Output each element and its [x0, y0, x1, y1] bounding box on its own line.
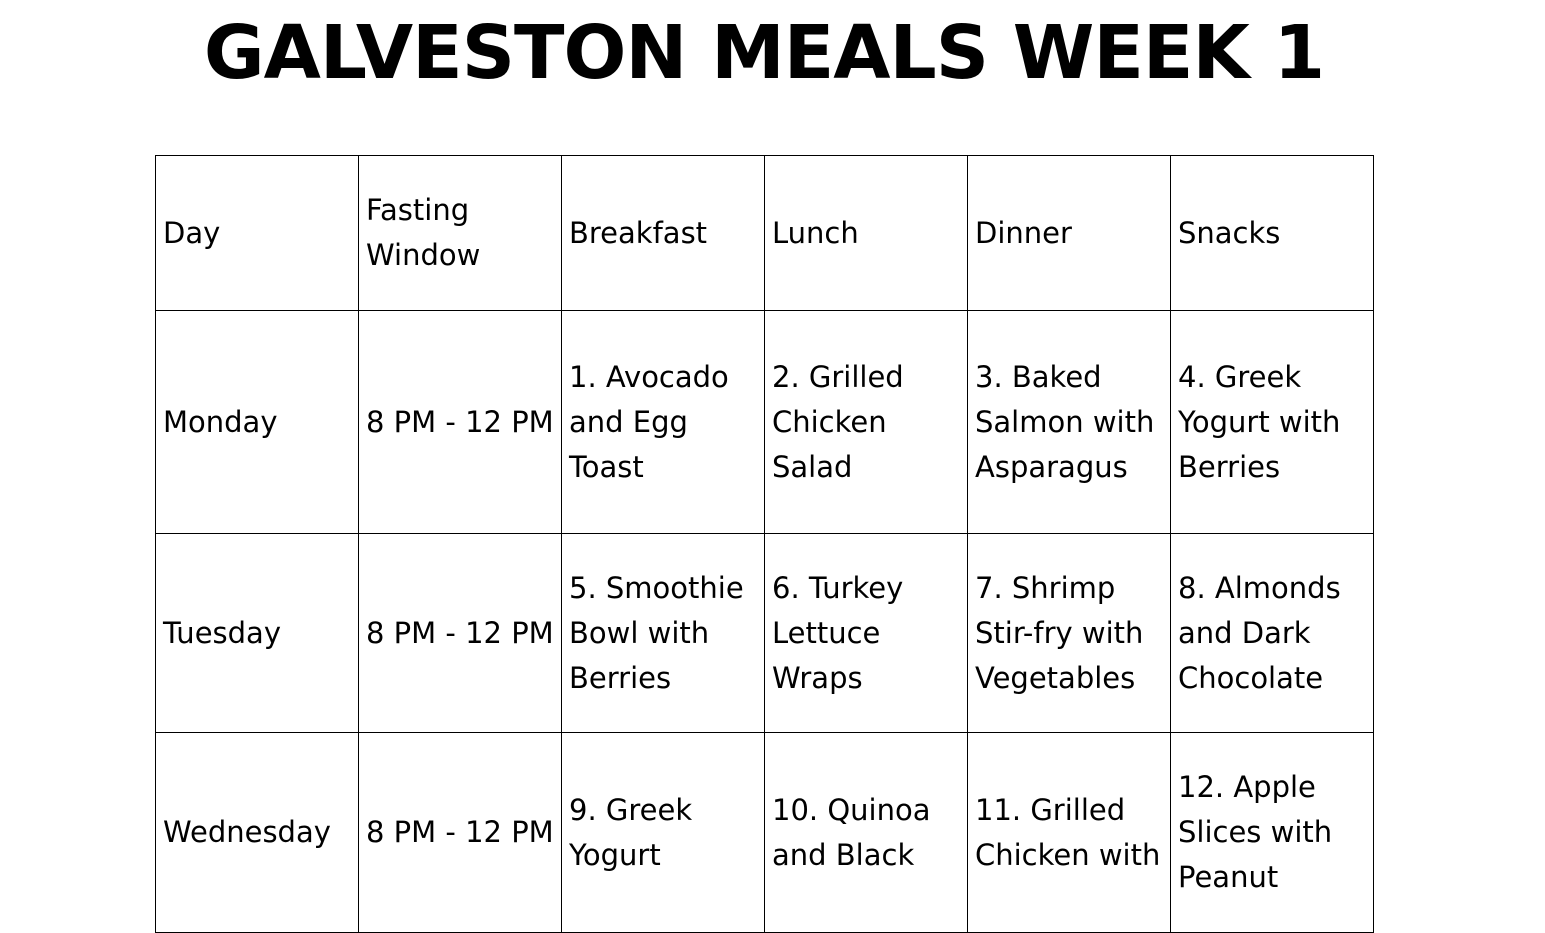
cell-text: 10. Quinoa and Black — [772, 792, 931, 872]
header-label: Snacks — [1178, 215, 1281, 250]
table-cell-day — [156, 311, 359, 534]
table-header-row — [156, 156, 1374, 311]
cell-text: 12. Apple Slices with Peanut — [1178, 770, 1333, 894]
header-cell-day — [156, 156, 359, 311]
header-cell-snacks — [1171, 156, 1374, 311]
cell-text: 9. Greek Yogurt — [569, 792, 693, 872]
header-label: Lunch — [772, 215, 859, 250]
table-cell-snacks — [1171, 311, 1374, 534]
table-cell-dinner — [968, 534, 1171, 733]
cell-text: 3. Baked Salmon with Asparagus — [975, 359, 1155, 484]
table-cell-fasting-window — [359, 534, 562, 733]
table-cell-breakfast — [562, 733, 765, 933]
table-row-wednesday — [156, 733, 1374, 933]
cell-text: 5. Smoothie Bowl with Berries — [569, 570, 744, 695]
table-cell-fasting-window — [359, 311, 562, 534]
cell-text: 1. Avocado and Egg Toast — [569, 359, 729, 484]
table-row-tuesday — [156, 534, 1374, 733]
cell-text: 8 PM - 12 PM — [366, 815, 554, 849]
table-cell-lunch — [765, 534, 968, 733]
table-cell-snacks — [1171, 733, 1374, 933]
cell-text: 7. Shrimp Stir-fry with Vegetables — [975, 570, 1144, 695]
table-cell-breakfast — [562, 311, 765, 534]
header-label: Day — [163, 215, 221, 250]
page-title: GALVESTON MEALS WEEK 1 — [203, 10, 1325, 96]
cell-text: 4. Greek Yogurt with Berries — [1178, 359, 1341, 484]
cell-text: 8 PM - 12 PM — [366, 404, 554, 439]
table-cell-breakfast — [562, 534, 765, 733]
cell-text: 8. Almonds and Dark Chocolate — [1178, 570, 1341, 695]
table-cell-snacks — [1171, 534, 1374, 733]
header-cell-fasting-window — [359, 156, 562, 311]
table-cell-fasting-window — [359, 733, 562, 933]
header-label: Fasting Window — [366, 193, 481, 272]
table-cell-dinner — [968, 733, 1171, 933]
table-cell-lunch — [765, 733, 968, 933]
cell-text: 2. Grilled Chicken Salad — [772, 359, 904, 484]
cell-text: 6. Turkey Lettuce Wraps — [772, 570, 904, 695]
header-label: Dinner — [975, 215, 1072, 250]
table-cell-lunch — [765, 311, 968, 534]
table-cell-dinner — [968, 311, 1171, 534]
meal-plan-table — [155, 155, 1374, 933]
header-label: Breakfast — [569, 215, 708, 250]
header-cell-lunch — [765, 156, 968, 311]
header-cell-breakfast — [562, 156, 765, 311]
table-row-monday — [156, 311, 1374, 534]
table-cell-day — [156, 733, 359, 933]
cell-text: 11. Grilled Chicken with — [975, 792, 1161, 872]
cell-text: Monday — [163, 404, 278, 439]
cell-text: 8 PM - 12 PM — [366, 615, 554, 650]
header-cell-dinner — [968, 156, 1171, 311]
cell-text: Tuesday — [163, 615, 281, 650]
table-cell-day — [156, 534, 359, 733]
cell-text: Wednesday — [163, 815, 331, 849]
